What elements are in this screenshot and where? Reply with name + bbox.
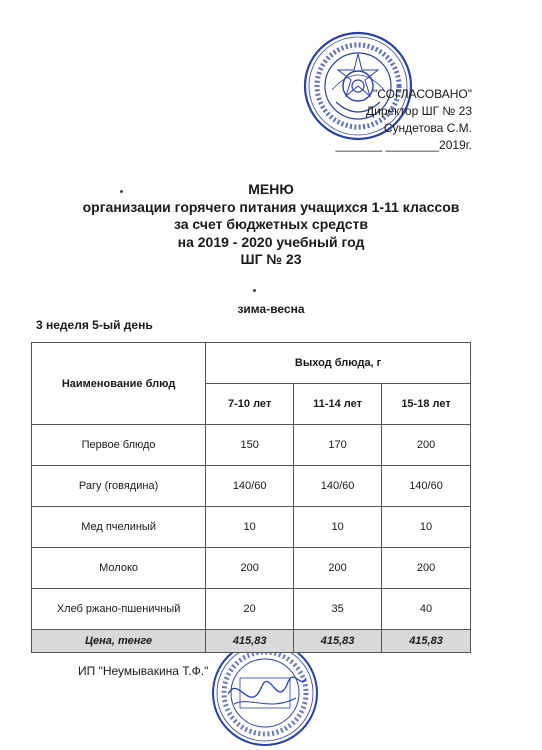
value-cell: 200 — [382, 548, 471, 589]
approval-block — [336, 86, 472, 154]
price-value-cell: 415,83 — [206, 630, 294, 653]
menu-table — [31, 342, 471, 653]
entrepreneur-signature-label: ИП "Неумывакина Т.Ф." — [78, 664, 209, 678]
table-row — [32, 425, 471, 466]
dish-name-cell: Мед пчелиный — [32, 507, 206, 548]
value-cell: 200 — [206, 548, 294, 589]
table-row — [32, 466, 471, 507]
age-group-cell: 15-18 лет — [382, 384, 471, 425]
title-line-5: ШГ № 23 — [240, 251, 302, 267]
dish-name-cell: Молоко — [32, 548, 206, 589]
week-day-label: 3 неделя 5-ый день — [36, 318, 153, 332]
value-cell: 35 — [294, 589, 382, 630]
entrepreneur-seal-stamp — [210, 638, 320, 748]
value-cell: 10 — [294, 507, 382, 548]
approval-name: Сундетова С.М. — [383, 121, 472, 135]
price-label-cell: Цена, тенге — [32, 630, 206, 653]
dish-name-cell: Хлеб ржано-пшеничный — [32, 589, 206, 630]
value-cell: 140/60 — [294, 466, 382, 507]
scan-speck — [253, 289, 256, 292]
document-title — [0, 181, 542, 269]
season-label: зима-весна — [237, 302, 305, 316]
approval-heading: "СОГЛАСОВАНО" — [372, 87, 472, 101]
table-row — [32, 589, 471, 630]
age-group-cell: 11-14 лет — [294, 384, 382, 425]
value-cell: 10 — [206, 507, 294, 548]
value-cell: 170 — [294, 425, 382, 466]
value-cell: 200 — [294, 548, 382, 589]
table-row — [32, 507, 471, 548]
value-cell: 150 — [206, 425, 294, 466]
title-line-4: на 2019 - 2020 учебный год — [177, 233, 365, 250]
value-cell: 200 — [382, 425, 471, 466]
scan-speck — [120, 190, 123, 193]
price-row — [32, 630, 471, 653]
table-header-row — [32, 343, 471, 384]
table-row — [32, 548, 471, 589]
dish-name-cell: Первое блюдо — [32, 425, 206, 466]
value-cell: 10 — [382, 507, 471, 548]
value-cell: 40 — [382, 589, 471, 630]
title-line-2: организации горячего питания учащихся 1-11 классов — [82, 198, 460, 215]
header-output: Выход блюда, г — [206, 343, 471, 384]
title-line-3: за счет бюджетных средств — [173, 216, 369, 232]
header-dish-name: Наименование блюд — [32, 343, 206, 425]
title-line-1: МЕНЮ — [248, 181, 294, 197]
dish-name-cell: Рагу (говядина) — [32, 466, 206, 507]
price-value-cell: 415,83 — [294, 630, 382, 653]
price-value-cell: 415,83 — [382, 630, 471, 653]
value-cell: 140/60 — [206, 466, 294, 507]
approval-position: Директор ШГ № 23 — [366, 104, 472, 118]
value-cell: 20 — [206, 589, 294, 630]
age-group-cell: 7-10 лет — [206, 384, 294, 425]
value-cell: 140/60 — [382, 466, 471, 507]
approval-date: _______ ________2019г. — [335, 138, 472, 152]
